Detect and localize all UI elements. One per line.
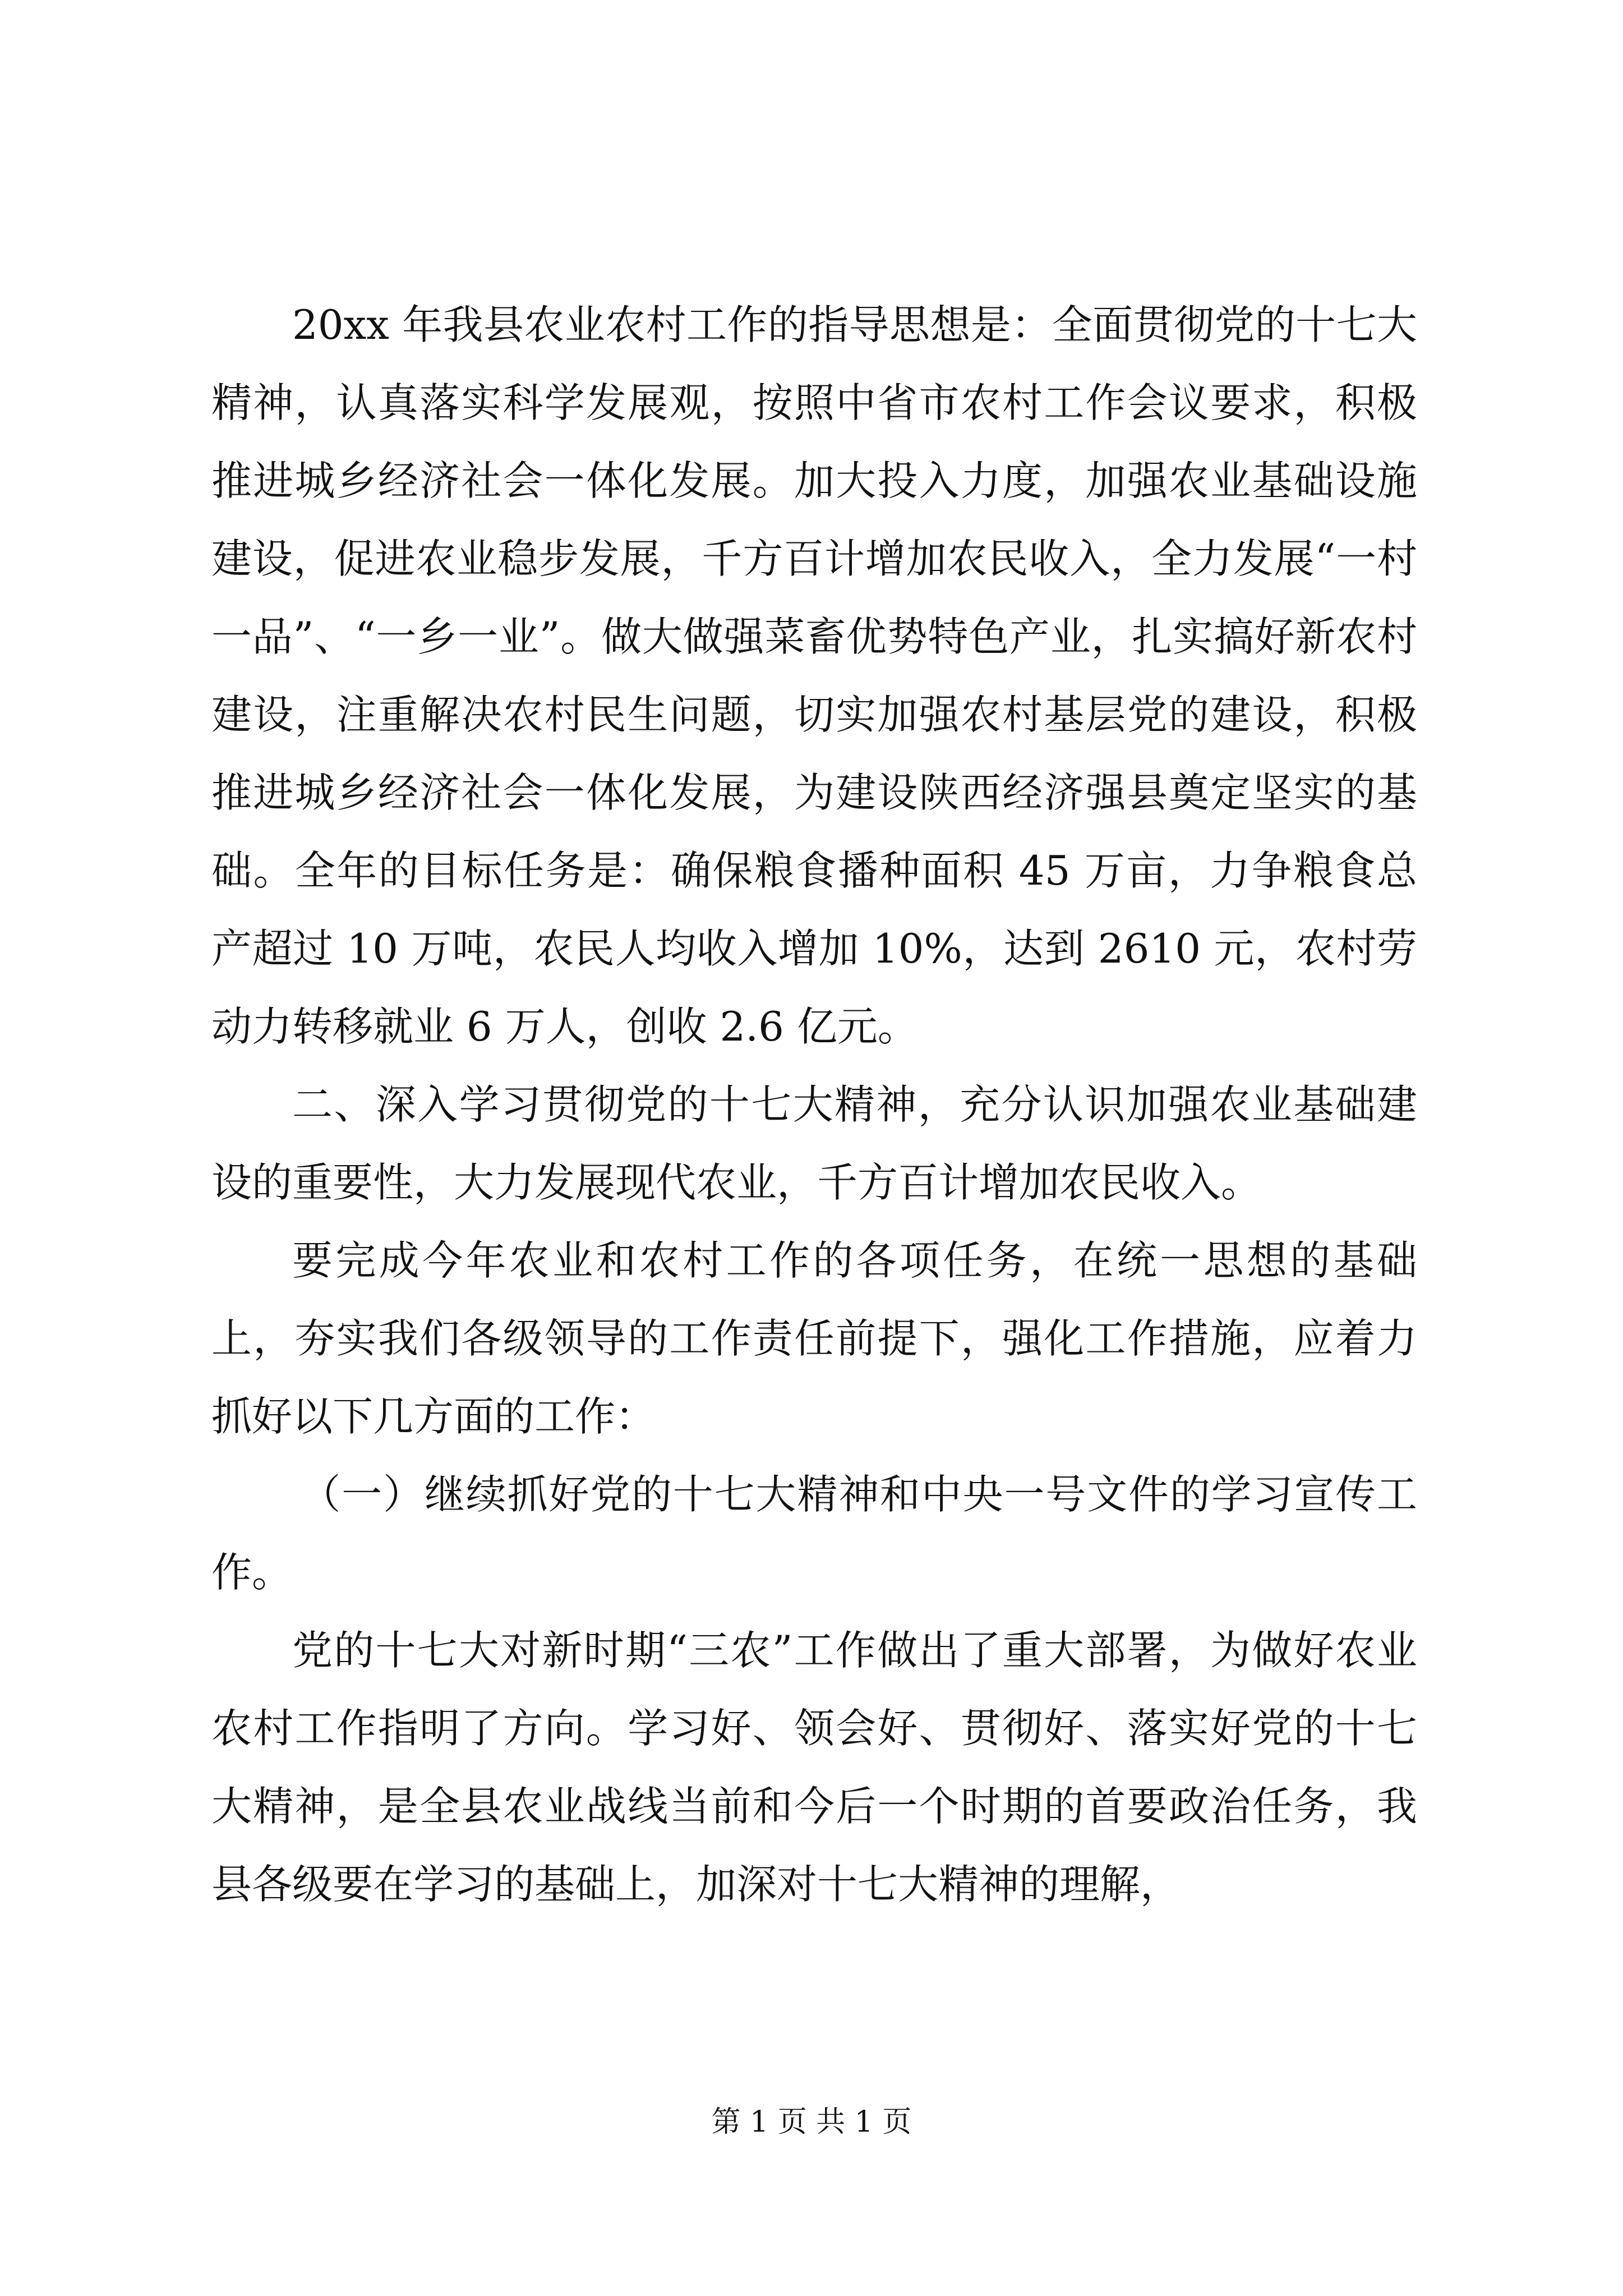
paragraph-seventeenth-congress: 党的十七大对新时期“三农”工作做出了重大部署，为做好农业农村工作指明了方向。学习好、领会好、贯彻好、落实好党的十七大精神，是全县农业战线当前和今后一个时期的首要政治任务，我县各级要在学习的基础上，加深对十七大精神的理解，: [211, 1627, 1417, 1908]
paragraph-tasks-intro: 要完成今年农业和农村工作的各项任务，在统一思想的基础上，夯实我们各级领导的工作责任前提下，强化工作措施，应着力抓好以下几方面的工作：: [211, 1237, 1417, 1440]
page-footer: 第 1 页 共 1 页: [711, 2105, 912, 2139]
document-body: [211, 286, 1417, 1924]
paragraph-subsection-one-heading: （一）继续抓好党的十七大精神和中央一号文件的学习宣传工作。: [211, 1471, 1417, 1596]
paragraph-section-two-heading: 二、深入学习贯彻党的十七大精神，充分认识加强农业基础建设的重要性，大力发展现代农业，千方百计增加农民收入。: [211, 1081, 1417, 1206]
paragraph-guiding-ideology: 20xx 年我县农业农村工作的指导思想是：全面贯彻党的十七大精神，认真落实科学发展观，按照中省市农村工作会议要求，积极推进城乡经济社会一体化发展。加大投入力度，加强农业基础设施建设，促进农业稳步发展，千方百计增加农民收入，全力发展“一村一品”、“一乡一业”。做大做强菜畜优势特色产业，扎实搞好新农村建设，注重解决农村民生问题，切实加强农村基层党的建设，积极推进城乡经济社会一体化发展，为建设陕西经济强县奠定坚实的基础。全年的目标任务是：确保粮食播种面积 45 万亩，力争粮食总产超过 10 万吨，农民人均收入增加 10%，达到 2610 元，农村劳动力转移就业 6 万人，创收 2.6 亿元。: [211, 301, 1417, 1050]
